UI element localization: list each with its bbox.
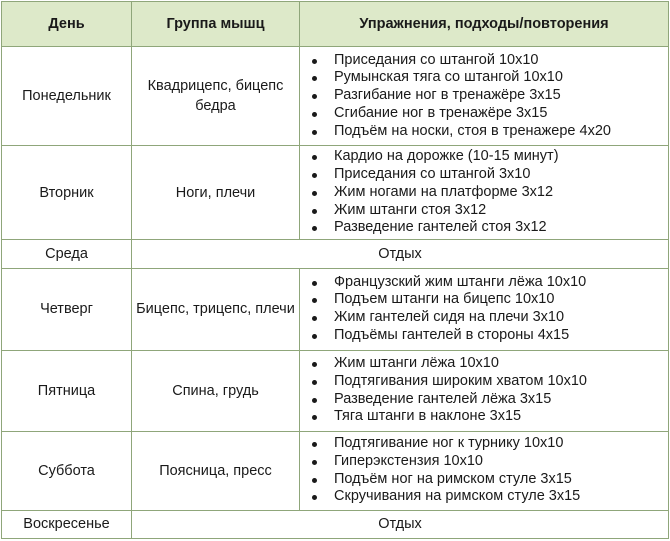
exercise-item: Гиперэкстензия 10х10 [334, 453, 668, 471]
exercise-list [300, 355, 668, 426]
exercise-item: Подъём на носки, стоя в тренажере 4х20 [334, 123, 668, 141]
exercise-item: Подъём ног на римском стуле 3х15 [334, 471, 668, 489]
exercise-item: Жим ногами на платформе 3х12 [334, 184, 668, 202]
exercise-list [300, 274, 668, 345]
exercise-list [300, 52, 668, 141]
table-row [2, 350, 669, 431]
exercise-item: Сгибание ног в тренажёре 3х15 [334, 105, 668, 123]
day-cell: Среда [2, 240, 132, 268]
exercise-item: Жим штанги лёжа 10х10 [334, 355, 668, 373]
header-muscle-group: Группа мышц [132, 2, 300, 47]
header-day: День [2, 2, 132, 47]
table-row [2, 510, 669, 538]
day-cell: Понедельник [2, 47, 132, 146]
exercise-item: Приседания со штангой 3х10 [334, 166, 668, 184]
rest-cell: Отдых [132, 510, 669, 538]
exercise-item: Разведение гантелей стоя 3х12 [334, 219, 668, 237]
exercise-item: Приседания со штангой 10х10 [334, 52, 668, 70]
day-cell: Четверг [2, 268, 132, 350]
exercises-cell [300, 431, 669, 510]
exercises-cell [300, 350, 669, 431]
exercise-item: Подъем штанги на бицепс 10х10 [334, 291, 668, 309]
table-row [2, 431, 669, 510]
workout-plan-table [1, 1, 669, 539]
exercise-list [300, 435, 668, 506]
table-row [2, 146, 669, 240]
exercise-item: Жим гантелей сидя на плечи 3х10 [334, 309, 668, 327]
exercise-item: Французский жим штанги лёжа 10х10 [334, 274, 668, 292]
exercise-item: Скручивания на римском стуле 3х15 [334, 488, 668, 506]
exercise-list [300, 148, 668, 237]
table-header-row [2, 2, 669, 47]
exercises-cell [300, 47, 669, 146]
muscle-group-cell: Поясница, пресс [132, 431, 300, 510]
exercise-item: Кардио на дорожке (10-15 минут) [334, 148, 668, 166]
header-exercises: Упражнения, подходы/повторения [300, 2, 669, 47]
muscle-group-cell: Ноги, плечи [132, 146, 300, 240]
table-row [2, 268, 669, 350]
exercise-item: Подъёмы гантелей в стороны 4х15 [334, 327, 668, 345]
exercises-cell [300, 268, 669, 350]
day-cell: Суббота [2, 431, 132, 510]
muscle-group-cell: Спина, грудь [132, 350, 300, 431]
table-row [2, 240, 669, 268]
muscle-group-cell: Квадрицепс, бицепс бедра [132, 47, 300, 146]
exercise-item: Румынская тяга со штангой 10х10 [334, 69, 668, 87]
day-cell: Вторник [2, 146, 132, 240]
muscle-group-cell: Бицепс, трицепс, плечи [132, 268, 300, 350]
exercise-item: Разведение гантелей лёжа 3х15 [334, 391, 668, 409]
exercise-item: Жим штанги стоя 3х12 [334, 202, 668, 220]
exercises-cell [300, 146, 669, 240]
exercise-item: Подтягивание ног к турнику 10х10 [334, 435, 668, 453]
day-cell: Воскресенье [2, 510, 132, 538]
exercise-item: Тяга штанги в наклоне 3х15 [334, 408, 668, 426]
exercise-item: Разгибание ног в тренажёре 3х15 [334, 87, 668, 105]
day-cell: Пятница [2, 350, 132, 431]
table-row [2, 47, 669, 146]
exercise-item: Подтягивания широким хватом 10х10 [334, 373, 668, 391]
rest-cell: Отдых [132, 240, 669, 268]
